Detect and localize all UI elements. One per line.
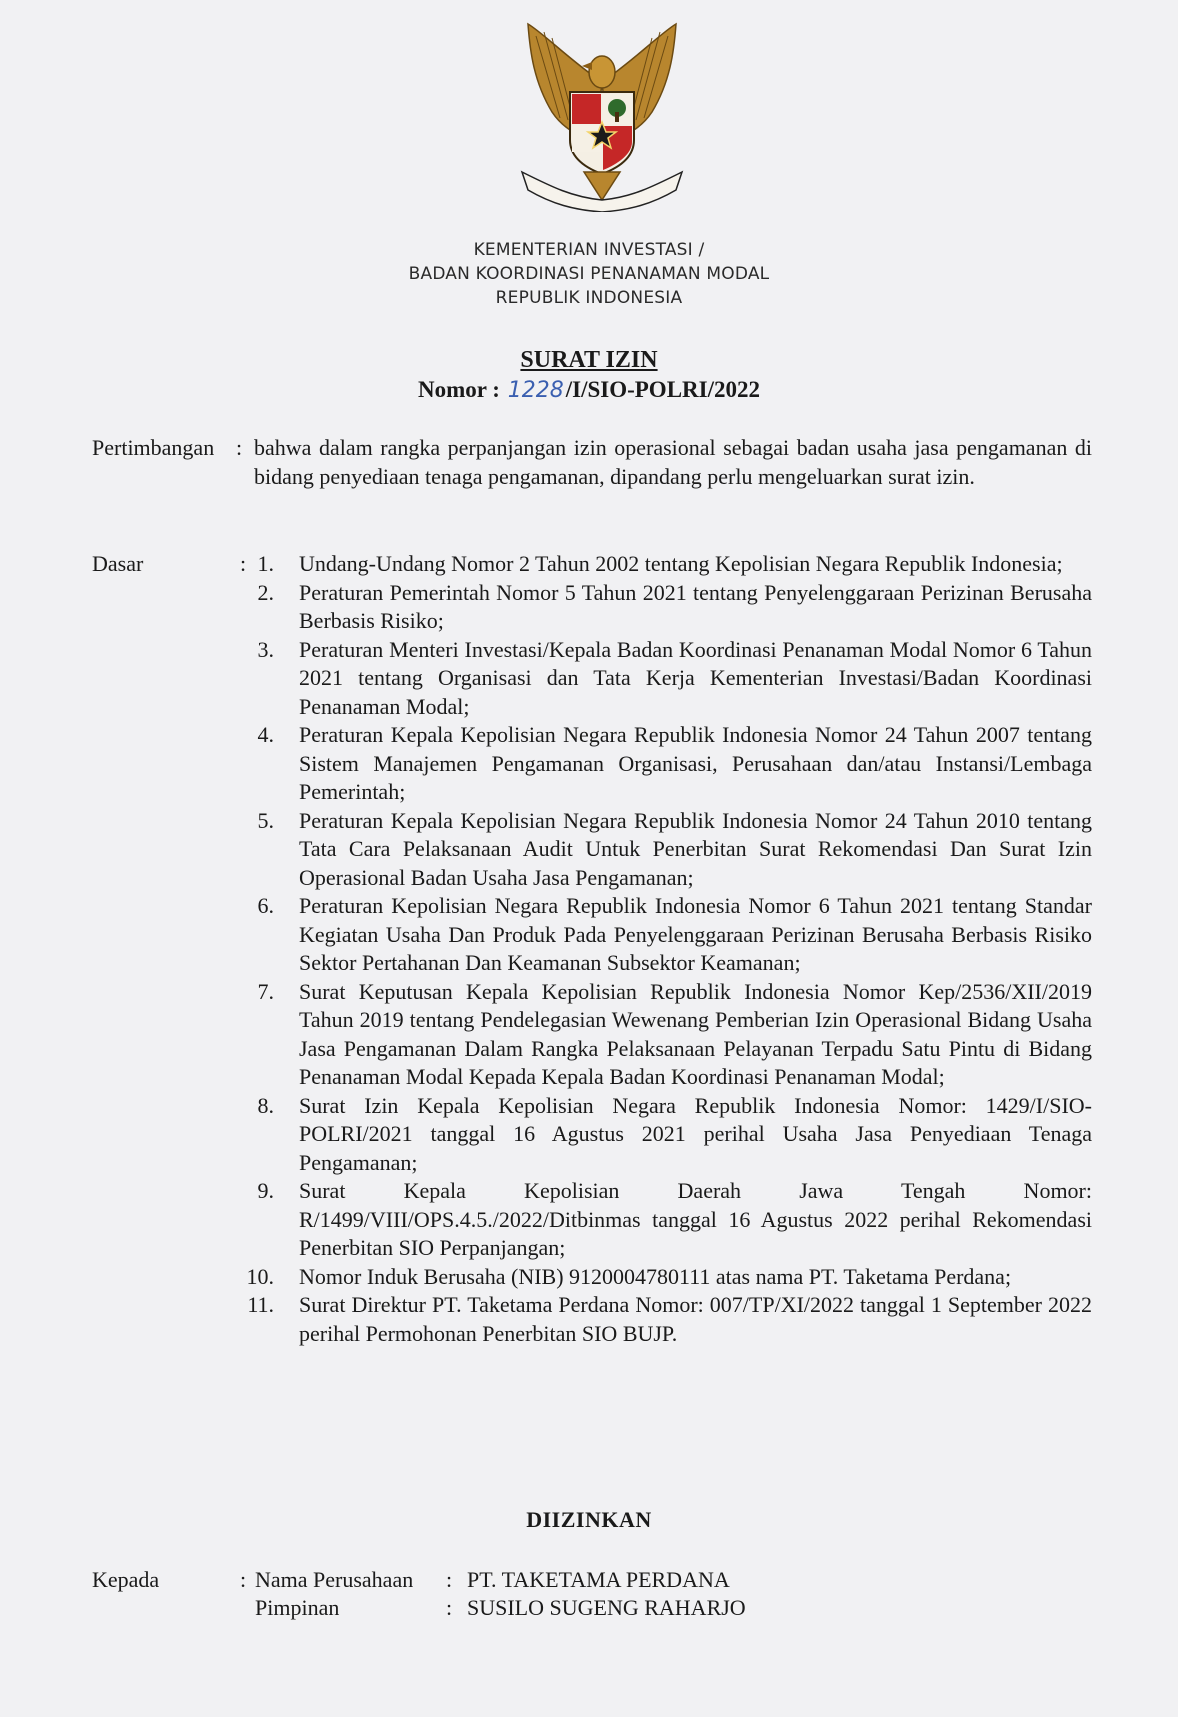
list-item: 2. Peraturan Pemerintah Nomor 5 Tahun 2021 tentang Penyelenggaraan Perizinan Berusaha Berbasis Risiko; [257,579,1092,633]
pertimbangan-label: Pertimbangan [92,435,215,460]
document-number [0,376,1178,405]
pertimbangan-colon: : [236,435,243,460]
list-item: 9. Surat Kepala Kepolisian Daerah Jawa Tengah Nomor: R/1499/VIII/OPS.4.5./2022/Ditbinmas tanggal 16 Agustus 2022 perihal Rekomendasi Penerbitan SIO Perpanjangan; [257,1178,1092,1260]
garuda-pancasila-emblem-icon [512,22,692,212]
agency-line-2: BADAN KOORDINASI PENANAMAN MODAL [408,264,770,284]
leader-value: SUSILO SUGENG RAHARJO [467,1595,746,1620]
dasar-list [246,550,1092,1348]
pertimbangan-text: bahwa dalam rangka perpanjangan izin operasional sebagai badan usaha jasa pengamanan di bidang penyediaan tenaga pengamanan, dipandang perlu mengeluarkan surat izin. [254,435,1092,489]
nomor-label: Nomor : [418,377,500,402]
kepada-label: Kepada [92,1567,160,1592]
list-item: 7. Surat Keputusan Kepala Kepolisian Republik Indonesia Nomor Kep/2536/XII/2019 Tahun 2019 tentang Pendelegasian Wewenang Pemberian Izin Operasional Bidang Usaha Jasa Pengamanan Dalam Rangka Pelaksanaan Pelayanan Terpadu Satu Pintu di Bidang Penanaman Modal Kepada Kepala Badan Koordinasi Penanaman Modal; [257,978,1092,1089]
list-item: 3. Peraturan Menteri Investasi/Kepala Badan Koordinasi Penanaman Modal Nomor 6 Tahun 2021 tentang Organisasi dan Tata Kerja Kementerian Investasi/Badan Koordinasi Penanaman Modal; [257,636,1092,719]
company-name-key: Nama Perusahaan [255,1567,414,1592]
document-title: SURAT IZIN [520,347,658,373]
list-item: 6. Peraturan Kepolisian Negara Republik Indonesia Nomor 6 Tahun 2021 tentang Standar Kegiatan Usaha Dan Produk Pada Penyelenggaraan Perizinan Berusaha Berbasis Risiko Sektor Pertahanan Dan Keamanan Subsektor Keamanan; [257,893,1092,975]
nomor-handwritten: 1228 [507,378,564,403]
list-item: 11. Surat Direktur PT. Taketama Perdana Nomor: 007/TP/XI/2022 tanggal 1 September 2022 perihal Permohonan Penerbitan SIO BUJP. [247,1292,1092,1346]
agency-line-3: REPUBLIK INDONESIA [495,288,683,308]
list-item: 1. Undang-Undang Nomor 2 Tahun 2002 tentang Kepolisian Negara Republik Indonesia; [257,551,1063,576]
diizinkan-heading: DIIZINKAN [526,1507,652,1532]
company-name-value: PT. TAKETAMA PERDANA [467,1567,730,1592]
company-name-sep: : [446,1567,453,1592]
list-item: 5. Peraturan Kepala Kepolisian Negara Republik Indonesia Nomor 24 Tahun 2010 tentang Tata Cara Pelaksanaan Audit Untuk Penerbitan Surat Rekomendasi Dan Surat Izin Operasional Badan Usaha Jasa Pengamanan; [257,807,1092,890]
nomor-suffix: /I/SIO-POLRI/2022 [565,377,760,402]
leader-sep: : [446,1595,453,1620]
agency-header [0,238,1178,310]
list-item: 8. Surat Izin Kepala Kepolisian Negara Republik Indonesia Nomor: 1429/I/SIO-POLRI/2021 tanggal 16 Agustus 2021 perihal Usaha Jasa Penyediaan Tenaga Pengamanan; [257,1092,1092,1175]
leader-key: Pimpinan [255,1595,340,1620]
list-item: 10. Nomor Induk Berusaha (NIB) 9120004780111 atas nama PT. Taketama Perdana; [246,1263,1012,1289]
kepada-colon: : [240,1567,247,1592]
agency-line-1: KEMENTERIAN INVESTASI / [473,240,705,260]
dasar-label: Dasar [92,551,144,576]
dasar-colon: : [240,551,247,576]
list-item: 4. Peraturan Kepala Kepolisian Negara Republik Indonesia Nomor 24 Tahun 2007 tentang Sistem Manajemen Pengamanan Organisasi, Perusahaan dan/atau Instansi/Lembaga Pemerintah; [257,722,1092,804]
